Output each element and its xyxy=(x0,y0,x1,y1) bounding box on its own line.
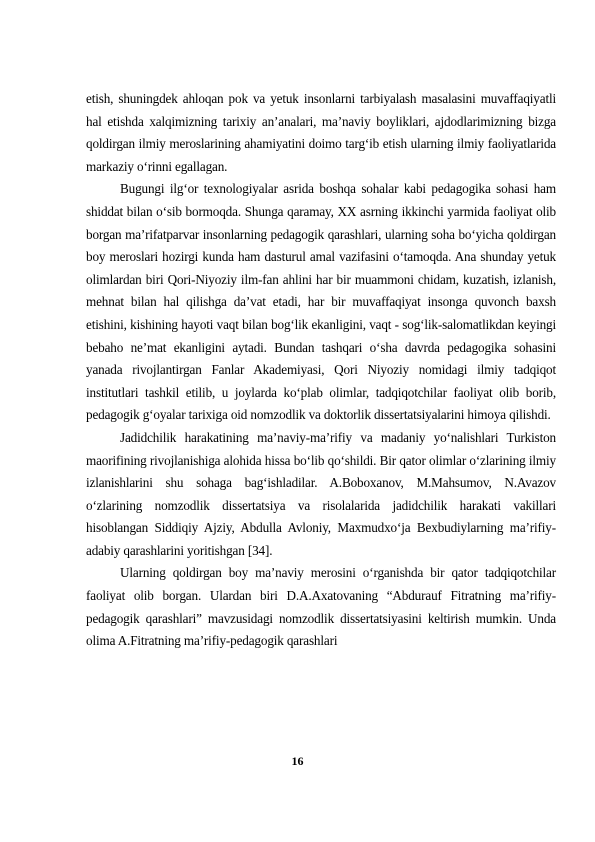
paragraph-3: Jadidchilik harakatining ma’naviy-ma’rifiy va madaniy yo‘nalishlari Turkiston maorifining rivojlanishiga alohida hissa bo‘lib qo‘shildi. Bir qator olimlar o‘zlarining ilmiy izlanishlarini shu sohaga bag‘ishladilar. A.Boboxanov, M.Mahsumov, N.Avazov o‘zlarining nomzodlik dissertatsiya va risolalarida jadidchilik harakati vakillari hisoblangan Siddiqiy Ajziy, Abdulla Avloniy, Maxmudxo‘ja Bexbudiylarning ma’rifiy-adabiy qarashlarini yoritishgan [34]. xyxy=(86,429,556,558)
page-number: 16 xyxy=(291,754,304,768)
paragraph-1: etish, shuningdek ahloqan pok va yetuk insonlarni tarbiyalash masalasini muvaffaqiyatli hal etishda xalqimizning tarixiy an’analari, ma’naviy boyliklari, ajdodlarimizning bizga qoldirgan ilmiy meroslarining ahamiyatini doimo targ‘ib etish ularning ilmiy faoliyatlarida markaziy o‘rinni egallagan. xyxy=(86,91,556,174)
paragraph-2: Bugungi ilg‘or texnologiyalar asrida boshqa sohalar kabi pedagogika sohasi ham shiddat bilan o‘sib bormoqda. Shunga qaramay, XX asrning ikkinchi yarmida faoliyat olib borgan ma’rifatparvar insonlarning pedagogik qarashlari, ularning soha bo‘yicha qoldirgan boy meroslari hozirgi kunda ham dasturul amal vazifasini o‘tamoqda. Ana shunday yetuk olimlardan biri Qori-Niyoziy ilm-fan ahlini har bir muammoni chidam, kuzatish, izlanish, mehnat bilan hal qilishga da’vat etadi, har bir muvaffaqiyat insonga quvonch baxsh etishini, kishining hayoti vaqt bilan bog‘lik ekanligini, vaqt - sog‘lik-salomatlikdan keyingi bebaho ne’mat ekanligini aytadi. Bundan tashqari o‘sha davrda pedagogika sohasini yanada rivojlantirgan Fanlar Akademiyasi, Qori Niyoziy nomidagi ilmiy tadqiqot institutlari tashkil etilib, u joylarda ko‘plab olimlar, tadqiqotchilar faoliyat olib borib, pedagogik g‘oyalar tarixiga oid nomzodlik va doktorlik dissertatsiyalarini himoya qilishdi. xyxy=(86,181,556,423)
paragraph-4: Ularning qoldirgan boy ma’naviy merosini o‘rganishda bir qator tadqiqotchilar faoliyat olib borgan. Ulardan biri D.A.Axatovaning “Abdurauf Fitratning ma’rifiy-pedagogik qarashlari” mavzusidagi nomzodlik dissertatsiyasini keltirish mumkin. Unda olima A.Fitratning ma’rifiy-pedagogik qarashlari xyxy=(86,565,556,649)
body-text xyxy=(86,88,556,653)
